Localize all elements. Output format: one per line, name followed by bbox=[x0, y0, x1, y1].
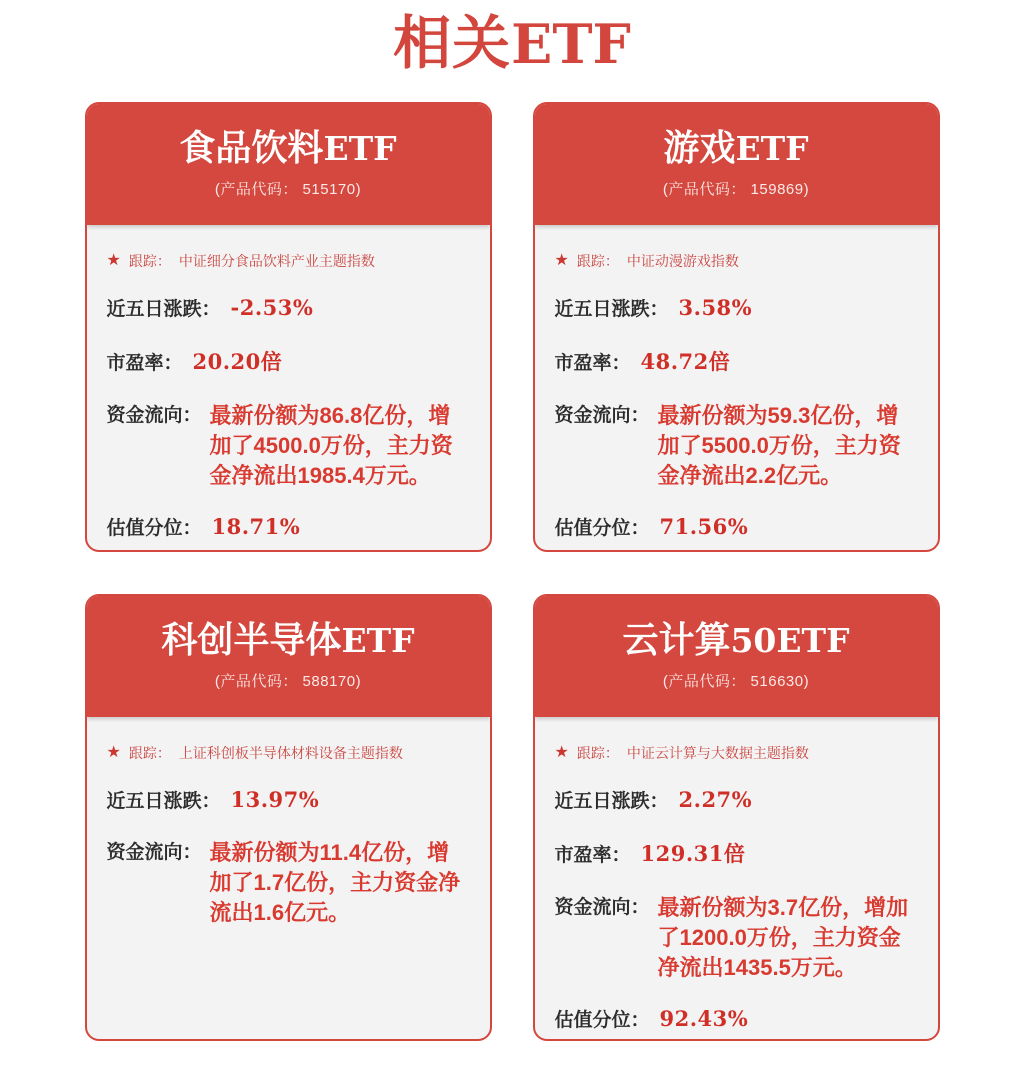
etf-name-suffix: ETF bbox=[323, 129, 397, 169]
valuation-row bbox=[107, 513, 470, 540]
etf-card-food-beverage bbox=[85, 102, 492, 552]
fund-flow-value: 最新份额为86.8亿份，增加了4500.0万份，主力资金净流出1985.4万元。 bbox=[209, 402, 453, 488]
change-label: 近五日涨跌： bbox=[106, 298, 221, 320]
card-header bbox=[535, 596, 938, 717]
fund-flow-row bbox=[555, 893, 918, 983]
change-value: 3.58% bbox=[678, 294, 753, 320]
fund-flow-label: 资金流向： bbox=[554, 404, 650, 426]
etf-name bbox=[663, 129, 808, 167]
pe-label: 市盈率： bbox=[554, 352, 631, 374]
tracking-label: 跟踪： bbox=[576, 252, 619, 269]
card-header bbox=[87, 596, 490, 717]
tracked-index-name: 中证动漫游戏指数 bbox=[626, 252, 739, 269]
pe-row bbox=[107, 346, 470, 376]
etf-name bbox=[179, 129, 396, 167]
tracking-label: 跟踪： bbox=[128, 744, 171, 761]
pe-row bbox=[555, 838, 918, 868]
etf-name bbox=[161, 621, 414, 659]
pe-value: 48.72倍 bbox=[640, 348, 731, 374]
change-row bbox=[107, 786, 470, 813]
etf-name-suffix: ETF bbox=[735, 129, 809, 169]
fund-flow-row bbox=[555, 401, 918, 491]
valuation-value: 18.71% bbox=[211, 513, 301, 539]
fund-flow-value: 最新份额为59.3亿份，增加了5500.0万份，主力资金净流出2.2亿元。 bbox=[657, 402, 901, 488]
card-body bbox=[87, 225, 490, 552]
fund-flow-row bbox=[107, 401, 470, 491]
etf-name-suffix: ETF bbox=[341, 621, 415, 661]
change-label: 近五日涨跌： bbox=[554, 790, 669, 812]
etf-name bbox=[622, 621, 849, 659]
star-icon: ★ bbox=[554, 743, 569, 761]
change-row bbox=[107, 294, 470, 321]
etf-card-game bbox=[533, 102, 940, 552]
tracked-index-name: 中证云计算与大数据主题指数 bbox=[626, 744, 809, 761]
product-code: (产品代码： 588170) bbox=[214, 673, 362, 691]
pe-row bbox=[555, 346, 918, 376]
product-code: (产品代码： 159869) bbox=[662, 181, 810, 199]
valuation-row bbox=[555, 1005, 918, 1032]
valuation-label: 估值分位： bbox=[554, 1009, 650, 1031]
tracking-row bbox=[107, 743, 470, 763]
change-value: -2.53% bbox=[230, 294, 314, 320]
etf-card-grid bbox=[85, 102, 940, 1041]
fund-flow-label: 资金流向： bbox=[106, 841, 202, 863]
change-row bbox=[555, 786, 918, 813]
fund-flow-label: 资金流向： bbox=[106, 404, 202, 426]
tracking-row bbox=[107, 251, 470, 271]
card-header bbox=[87, 104, 490, 225]
change-value: 2.27% bbox=[678, 786, 753, 812]
change-value: 13.97% bbox=[230, 786, 320, 812]
valuation-value: 92.43% bbox=[659, 1005, 749, 1031]
card-body bbox=[87, 717, 490, 968]
tracked-index-name: 中证细分食品饮料产业主题指数 bbox=[178, 252, 375, 269]
pe-label: 市盈率： bbox=[106, 352, 183, 374]
tracking-row bbox=[555, 251, 918, 271]
pe-label: 市盈率： bbox=[554, 844, 631, 866]
tracking-label: 跟踪： bbox=[576, 744, 619, 761]
etf-name-cn: 科创半导体 bbox=[161, 619, 342, 661]
star-icon: ★ bbox=[106, 251, 121, 269]
change-row bbox=[555, 294, 918, 321]
product-code: (产品代码： 515170) bbox=[214, 181, 362, 199]
page-title-cn: 相关 bbox=[393, 11, 512, 76]
star-icon: ★ bbox=[554, 251, 569, 269]
card-body bbox=[535, 717, 938, 1041]
valuation-value: 71.56% bbox=[659, 513, 749, 539]
etf-name-suffix: 50ETF bbox=[730, 621, 850, 661]
fund-flow-row bbox=[107, 838, 470, 928]
star-icon: ★ bbox=[106, 743, 121, 761]
product-code: (产品代码： 516630) bbox=[662, 673, 810, 691]
change-label: 近五日涨跌： bbox=[106, 790, 221, 812]
fund-flow-value: 最新份额为3.7亿份，增加了1200.0万份，主力资金净流出1435.5万元。 bbox=[657, 894, 909, 980]
fund-flow-label: 资金流向： bbox=[554, 896, 650, 918]
etf-name-cn: 食品饮料 bbox=[179, 127, 324, 169]
page-title bbox=[0, 12, 1024, 76]
tracked-index-name: 上证科创板半导体材料设备主题指数 bbox=[178, 744, 403, 761]
tracking-row bbox=[555, 743, 918, 763]
tracking-label: 跟踪： bbox=[128, 252, 171, 269]
card-body bbox=[535, 225, 938, 552]
etf-card-cloud-computing bbox=[533, 594, 940, 1041]
change-label: 近五日涨跌： bbox=[554, 298, 669, 320]
card-header bbox=[535, 104, 938, 225]
valuation-label: 估值分位： bbox=[554, 517, 650, 539]
pe-value: 20.20倍 bbox=[192, 348, 283, 374]
pe-value: 129.31倍 bbox=[640, 840, 746, 866]
valuation-row bbox=[555, 513, 918, 540]
fund-flow-value: 最新份额为11.4亿份，增加了1.7亿份，主力资金净流出1.6亿元。 bbox=[209, 839, 461, 925]
etf-card-semiconductor bbox=[85, 594, 492, 1041]
etf-name-cn: 游戏 bbox=[663, 127, 736, 169]
valuation-label: 估值分位： bbox=[106, 517, 202, 539]
page-title-suffix: ETF bbox=[511, 12, 631, 76]
etf-name-cn: 云计算 bbox=[622, 619, 731, 661]
